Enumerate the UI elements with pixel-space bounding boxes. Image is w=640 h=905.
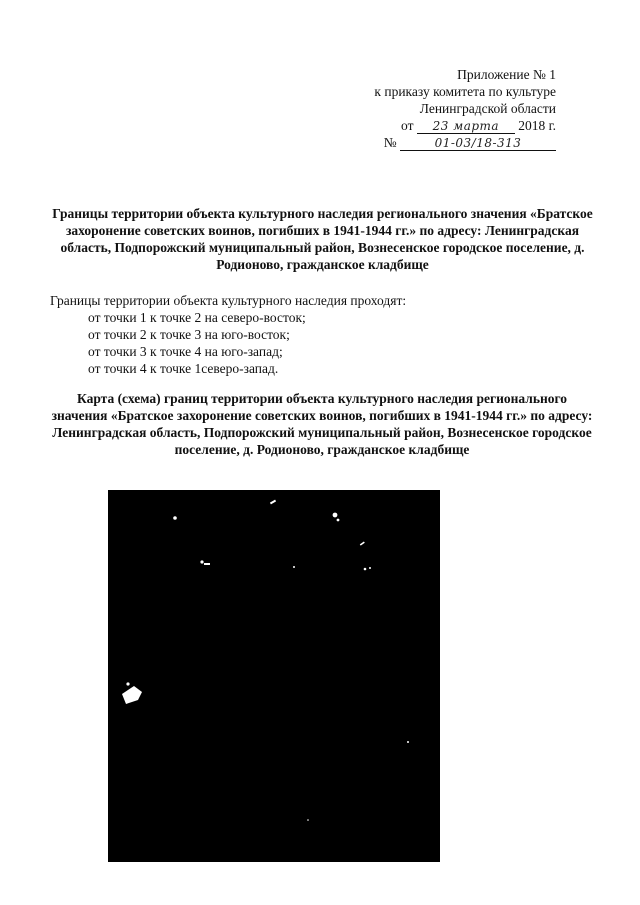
map-specks [108, 490, 440, 862]
boundary-item: от точки 4 к точке 1северо-запад. [88, 361, 279, 376]
appendix-number-line [330, 134, 556, 151]
appendix-region: Ленинградской области [419, 101, 556, 116]
number-prefix: № [383, 135, 397, 150]
handwritten-date: 23 марта [417, 119, 515, 134]
boundaries-intro: Границы территории объекта культурного наследия проходят: [50, 293, 407, 308]
map-title: Карта (схема) границ территории объекта культурного наследия регионального значения «Братское захоронение советских воинов, погибших в 1941-1944 гг.» по адресу: Ленинградская область, Подпорожский муниципальный район, Вознесенское городское поселение, д. Родионово, гражданское кладбище [51, 391, 593, 457]
boundary-item: от точки 3 к точке 4 на юго-запад; [88, 344, 283, 359]
appendix-date-line [330, 117, 556, 134]
boundaries-section [50, 292, 590, 377]
appendix-header [330, 66, 556, 151]
map-scheme-image [108, 490, 440, 862]
document-title: Границы территории объекта культурного наследия регионального значения «Братское захоронение советских воинов, погибших в 1941-1944 гг.» по адресу: Ленинградская область, Подпорожский муниципальный район, Вознесенское городское поселение, д. Родионово, гражданское кладбище [52, 206, 593, 272]
appendix-order-ref: к приказу комитета по культуре [374, 84, 556, 99]
boundaries-list [50, 309, 590, 377]
handwritten-order-number: 01-03/18-313 [400, 136, 556, 151]
date-prefix: от [401, 118, 414, 133]
boundary-item: от точки 2 к точке 3 на юго-восток; [88, 327, 290, 342]
appendix-number: Приложение № 1 [457, 67, 556, 82]
boundary-item: от точки 1 к точке 2 на северо-восток; [88, 310, 306, 325]
date-year: 2018 г. [518, 118, 556, 133]
